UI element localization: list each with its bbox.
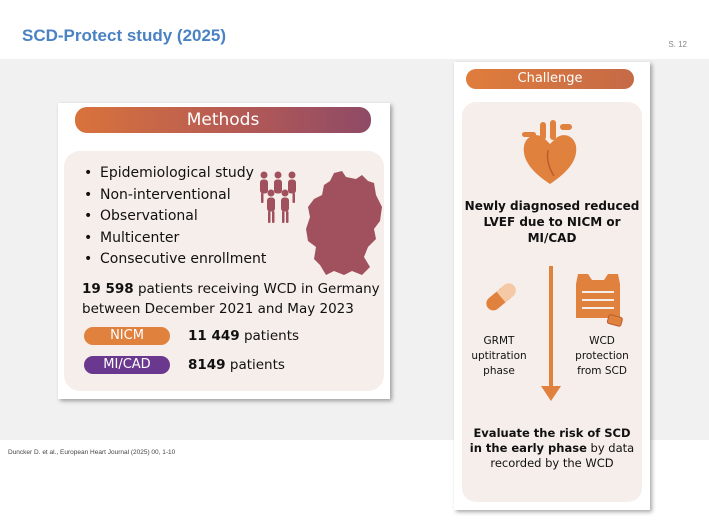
newly-diagnosed-text: Newly diagnosed reduced LVEF due to NICM or MI/CAD xyxy=(464,199,640,245)
germany-map-icon xyxy=(304,171,386,277)
challenge-card xyxy=(454,62,650,510)
citation: Duncker D. et al., European Heart Journal (2025) 00, 1-10 xyxy=(8,449,176,456)
grmt-phase-text: GRMT uptitration phase xyxy=(471,335,527,377)
methods-card xyxy=(58,103,390,399)
people-group-icon xyxy=(256,169,300,227)
page-number: S. 12 xyxy=(668,40,687,49)
micad-count-unit: patients xyxy=(225,357,285,373)
wcd-protection-text: WCD protection from SCD xyxy=(575,335,629,377)
summary-count: 19 598 xyxy=(82,281,134,297)
evaluate-risk-text xyxy=(466,426,638,471)
methods-content xyxy=(64,151,384,391)
wcd-vest-icon xyxy=(568,270,628,330)
study-summary xyxy=(82,279,382,319)
summary-text: patients receiving WCD in Germany between December 2021 and May 2023 xyxy=(82,281,380,317)
methods-title: Methods xyxy=(75,107,371,133)
bullet-item: • Epidemiological study xyxy=(84,163,266,185)
down-arrow-icon xyxy=(541,266,561,402)
nicm-count-unit: patients xyxy=(239,328,300,344)
evaluate-risk-rest: by data recorded by the WCD xyxy=(490,441,635,470)
bullet-item: • Observational xyxy=(84,206,266,228)
bullet-item: • Non-interventional xyxy=(84,185,266,207)
heart-icon xyxy=(518,120,582,186)
slide-title: SCD-Protect study (2025) xyxy=(22,26,227,45)
challenge-title: Challenge xyxy=(466,69,634,89)
micad-badge: MI/CAD xyxy=(84,356,170,374)
micad-count-value: 8149 xyxy=(188,357,226,373)
bullet-item: • Multicenter xyxy=(84,228,266,250)
nicm-count xyxy=(188,328,299,344)
bullet-item: • Consecutive enrollment xyxy=(84,249,266,271)
pill-capsule-icon xyxy=(480,278,522,316)
evaluate-risk-bold: Evaluate the risk of SCD in the early phase xyxy=(469,426,631,455)
methods-bullet-list xyxy=(84,163,266,271)
nicm-count-value: 11 449 xyxy=(188,328,240,344)
micad-count xyxy=(188,357,285,373)
nicm-badge: NICM xyxy=(84,327,170,345)
challenge-content xyxy=(462,102,642,502)
